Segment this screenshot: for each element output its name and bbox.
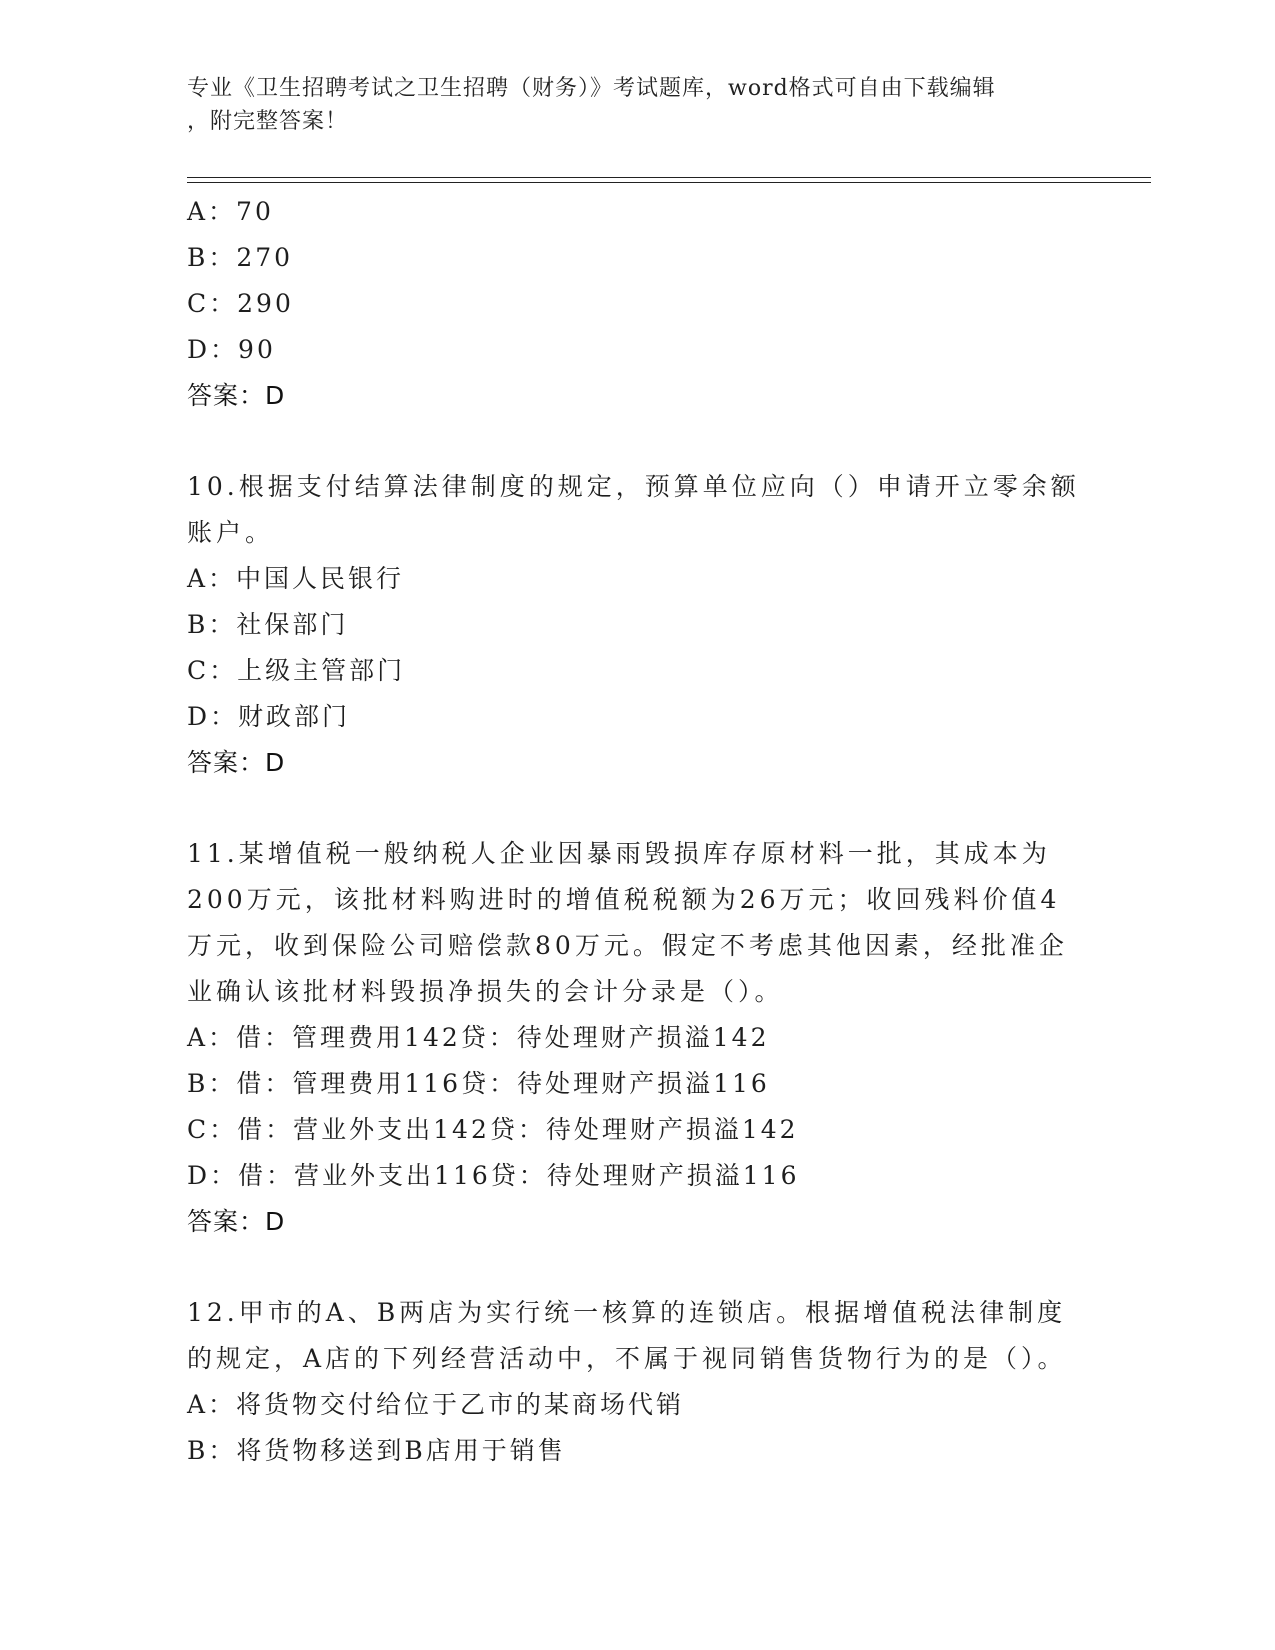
option-a: A：70: [187, 197, 274, 226]
option-d: D：借：营业外支出116贷：待处理财产损溢116: [187, 1161, 800, 1190]
option-a: A：中国人民银行: [187, 564, 405, 593]
option-c: C：借：营业外支出142贷：待处理财产损溢142: [187, 1115, 799, 1144]
option-c: C：上级主管部门: [187, 656, 406, 685]
option-b: B：将货物移送到B店用于销售: [187, 1436, 566, 1465]
header-line-2: ，附完整答案！: [187, 109, 349, 134]
document-header: [187, 72, 1087, 138]
spacer: [187, 786, 1087, 831]
answer-line: 答案：D: [187, 381, 286, 410]
question-11: [187, 831, 1087, 1245]
question-stem-line: 的规定，A店的下列经营活动中，不属于视同销售货物行为的是（）。: [187, 1344, 1067, 1373]
option-b: B：270: [187, 243, 294, 272]
header-divider-bottom: [187, 182, 1151, 183]
question-stem-line: 业确认该批材料毁损净损失的会计分录是（）。: [187, 977, 784, 1006]
question-stem-line: 万元，收到保险公司赔偿款80万元。假定不考虑其他因素，经批准企: [187, 931, 1068, 960]
question-12: [187, 1290, 1087, 1474]
option-c: C：290: [187, 289, 294, 318]
option-a: A：将货物交付给位于乙市的某商场代销: [187, 1390, 685, 1419]
option-a: A：借：管理费用142贷：待处理财产损溢142: [187, 1023, 770, 1052]
question-list: [187, 189, 1087, 1474]
header-divider-top: [187, 177, 1151, 178]
spacer: [187, 419, 1087, 464]
question-stem-line: 11.某增值税一般纳税人企业因暴雨毁损库存原材料一批，其成本为: [187, 839, 1051, 868]
question-stem-line: 12.甲市的A、B两店为实行统一核算的连锁店。根据增值税法律制度: [187, 1298, 1067, 1327]
answer-line: 答案：D: [187, 748, 286, 777]
option-b: B：借：管理费用116贷：待处理财产损溢116: [187, 1069, 770, 1098]
spacer: [187, 1245, 1087, 1290]
question-stem-line: 200万元，该批材料购进时的增值税税额为26万元；收回残料价值4: [187, 885, 1061, 914]
question-stem-line: 10.根据支付结算法律制度的规定，预算单位应向（）申请开立零余额: [187, 472, 1080, 501]
option-b: B：社保部门: [187, 610, 349, 639]
question-10: [187, 464, 1087, 786]
option-d: D：财政部门: [187, 702, 351, 731]
question-9: [187, 189, 1087, 419]
header-line-1: 专业《卫生招聘考试之卫生招聘（财务）》考试题库，word格式可自由下载编辑: [187, 76, 996, 101]
question-stem-line: 账户。: [187, 518, 275, 547]
option-d: D：90: [187, 335, 276, 364]
answer-line: 答案：D: [187, 1207, 286, 1236]
